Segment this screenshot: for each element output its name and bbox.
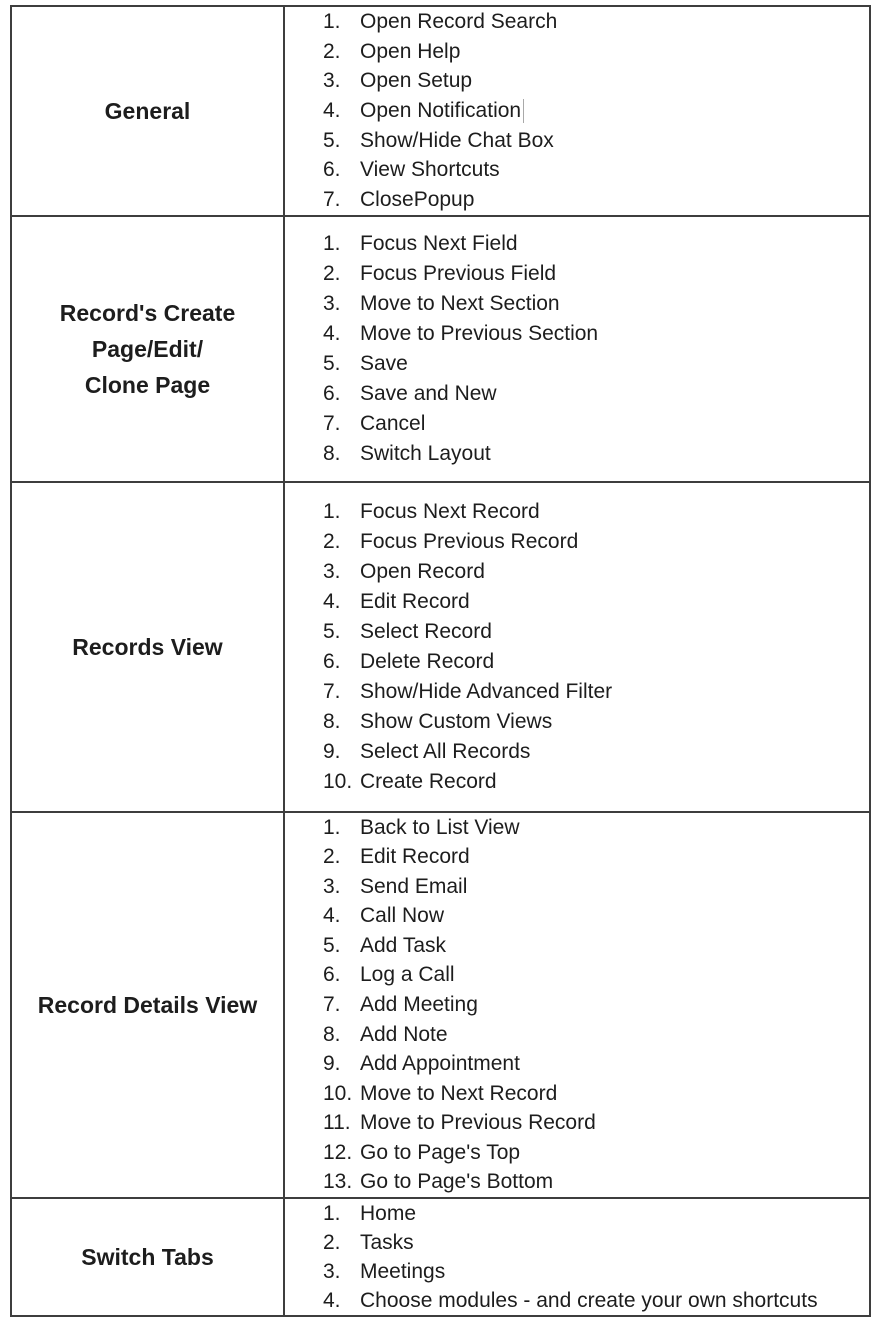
item-label: Select All Records — [360, 740, 531, 763]
list-item — [323, 843, 869, 873]
item-number: 7. — [323, 680, 341, 703]
category-cell — [12, 813, 285, 1197]
shortcut-list — [285, 813, 869, 1197]
item-label: Move to Previous Record — [360, 1111, 596, 1135]
item-label: Go to Page's Bottom — [360, 1170, 554, 1194]
item-number: 2. — [323, 530, 341, 553]
category-cell — [12, 217, 285, 481]
item-number: 8. — [323, 1022, 341, 1046]
category-cell — [12, 1199, 285, 1315]
list-item — [323, 96, 869, 126]
item-label: Open Record — [360, 560, 485, 583]
table-row — [12, 217, 869, 483]
category-label: Records View — [72, 634, 223, 660]
item-number: 8. — [323, 442, 341, 465]
list-item — [323, 647, 869, 677]
item-label: Move to Next Record — [360, 1081, 558, 1105]
item-label: Edit Record — [360, 590, 470, 613]
item-label: Delete Record — [360, 650, 495, 673]
item-label: Call Now — [360, 904, 445, 928]
shortcuts-table — [10, 5, 871, 1317]
item-label: Home — [360, 1201, 417, 1225]
list-item — [323, 349, 869, 379]
item-label: Open Notification — [360, 99, 522, 122]
category-label: Record's Create — [59, 300, 236, 326]
table-row — [12, 7, 869, 217]
item-label: Log a Call — [360, 963, 455, 987]
list-item — [323, 557, 869, 587]
list-item — [323, 1079, 869, 1109]
item-number: 3. — [323, 560, 341, 583]
list-item — [323, 1257, 869, 1286]
item-label: View Shortcuts — [360, 158, 500, 182]
item-number: 1. — [323, 232, 341, 255]
item-label: ClosePopup — [360, 188, 475, 212]
item-number: 2. — [323, 39, 341, 63]
item-label: Focus Next Field — [360, 232, 518, 255]
list-item — [323, 1020, 869, 1050]
item-number: 6. — [323, 963, 341, 987]
item-label: Send Email — [360, 874, 468, 898]
list-item — [323, 289, 869, 319]
item-number: 4. — [323, 904, 341, 928]
category-label: Record Details View — [37, 992, 258, 1018]
item-number: 10. — [323, 770, 353, 793]
list-item — [323, 961, 869, 991]
list-item — [323, 229, 869, 259]
list-item — [323, 587, 869, 617]
item-label: Choose modules - and create your own shortcuts — [360, 1288, 818, 1312]
item-number: 3. — [323, 874, 341, 898]
item-label: Open Help — [360, 39, 461, 63]
list-item — [323, 872, 869, 902]
item-number: 1. — [323, 9, 341, 33]
item-label: Cancel — [360, 412, 426, 435]
item-number: 4. — [323, 99, 341, 122]
item-label: Show Custom Views — [360, 710, 553, 733]
category-label: Switch Tabs — [81, 1244, 214, 1270]
list-item — [323, 439, 869, 469]
item-label: Focus Previous Field — [360, 262, 557, 285]
shortcut-list — [285, 217, 869, 481]
list-item — [323, 379, 869, 409]
item-label: Save — [360, 352, 408, 375]
list-item — [323, 7, 869, 37]
item-number: 7. — [323, 188, 341, 212]
list-item — [323, 707, 869, 737]
item-label: Go to Page's Top — [360, 1140, 521, 1164]
category-cell — [12, 7, 285, 215]
item-number: 3. — [323, 69, 341, 93]
item-label: Focus Next Record — [360, 500, 540, 523]
item-label: Add Appointment — [360, 1052, 520, 1076]
list-item — [323, 527, 869, 557]
item-label: Select Record — [360, 620, 492, 643]
shortcut-list — [285, 7, 869, 215]
table-row — [12, 483, 869, 813]
list-item — [323, 617, 869, 647]
item-number: 3. — [323, 292, 341, 315]
list-item — [323, 902, 869, 932]
category-label: Page/Edit/ — [91, 336, 204, 362]
list-item — [323, 1138, 869, 1168]
list-item — [323, 737, 869, 767]
item-number: 6. — [323, 158, 341, 182]
item-number: 6. — [323, 382, 341, 405]
item-number: 1. — [323, 1201, 341, 1225]
item-label: Add Note — [360, 1022, 448, 1046]
item-number: 1. — [323, 815, 341, 839]
list-item — [323, 1199, 869, 1228]
list-item — [323, 259, 869, 289]
item-label: Show/Hide Chat Box — [360, 128, 554, 152]
item-number: 6. — [323, 650, 341, 673]
item-label: Create Record — [360, 770, 497, 793]
list-item — [323, 677, 869, 707]
item-number: 2. — [323, 845, 341, 869]
item-label: Move to Previous Section — [360, 322, 599, 345]
item-number: 2. — [323, 1230, 341, 1254]
item-number: 4. — [323, 322, 341, 345]
item-label: Show/Hide Advanced Filter — [360, 680, 613, 703]
list-item — [323, 1049, 869, 1079]
list-item — [323, 126, 869, 156]
item-number: 8. — [323, 710, 341, 733]
item-number: 9. — [323, 1052, 341, 1076]
list-item — [323, 1286, 869, 1315]
list-item — [323, 185, 869, 215]
item-number: 7. — [323, 993, 341, 1016]
list-item — [323, 1167, 869, 1197]
table-row — [12, 813, 869, 1199]
item-number: 3. — [323, 1259, 341, 1283]
category-cell — [12, 483, 285, 811]
item-label: Add Meeting — [360, 993, 478, 1016]
shortcut-list — [285, 1199, 869, 1315]
item-number: 1. — [323, 500, 341, 523]
item-number: 2. — [323, 262, 341, 285]
item-number: 4. — [323, 590, 341, 613]
list-item — [323, 37, 869, 67]
item-label: Open Record Search — [360, 9, 558, 33]
category-label: Clone Page — [84, 372, 211, 398]
list-item — [323, 156, 869, 186]
item-number: 5. — [323, 128, 341, 152]
list-item — [323, 409, 869, 439]
shortcut-list — [285, 483, 869, 811]
item-label: Save and New — [360, 382, 497, 405]
item-number: 5. — [323, 620, 341, 643]
list-item — [323, 1228, 869, 1257]
item-number: 4. — [323, 1288, 341, 1312]
item-label: Open Setup — [360, 69, 473, 93]
category-label: General — [104, 98, 191, 124]
item-number: 5. — [323, 352, 341, 375]
item-label: Meetings — [360, 1259, 446, 1283]
list-item — [323, 990, 869, 1020]
item-label: Tasks — [360, 1230, 414, 1254]
item-label: Add Task — [360, 933, 446, 957]
item-number: 13. — [323, 1170, 353, 1194]
list-item — [323, 497, 869, 527]
item-number: 9. — [323, 740, 341, 763]
item-label: Switch Layout — [360, 442, 491, 465]
list-item — [323, 813, 869, 843]
table-row — [12, 1199, 869, 1315]
list-item — [323, 931, 869, 961]
item-label: Edit Record — [360, 845, 470, 869]
text-cursor — [523, 99, 524, 123]
item-label: Move to Next Section — [360, 292, 560, 315]
item-label: Focus Previous Record — [360, 530, 579, 553]
list-item — [323, 319, 869, 349]
item-label: Back to List View — [360, 815, 520, 839]
item-number: 11. — [323, 1111, 351, 1135]
list-item — [323, 767, 869, 797]
list-item — [323, 1108, 869, 1138]
list-item — [323, 66, 869, 96]
item-number: 5. — [323, 933, 341, 957]
item-number: 10. — [323, 1081, 353, 1105]
item-number: 12. — [323, 1140, 353, 1164]
item-number: 7. — [323, 412, 341, 435]
